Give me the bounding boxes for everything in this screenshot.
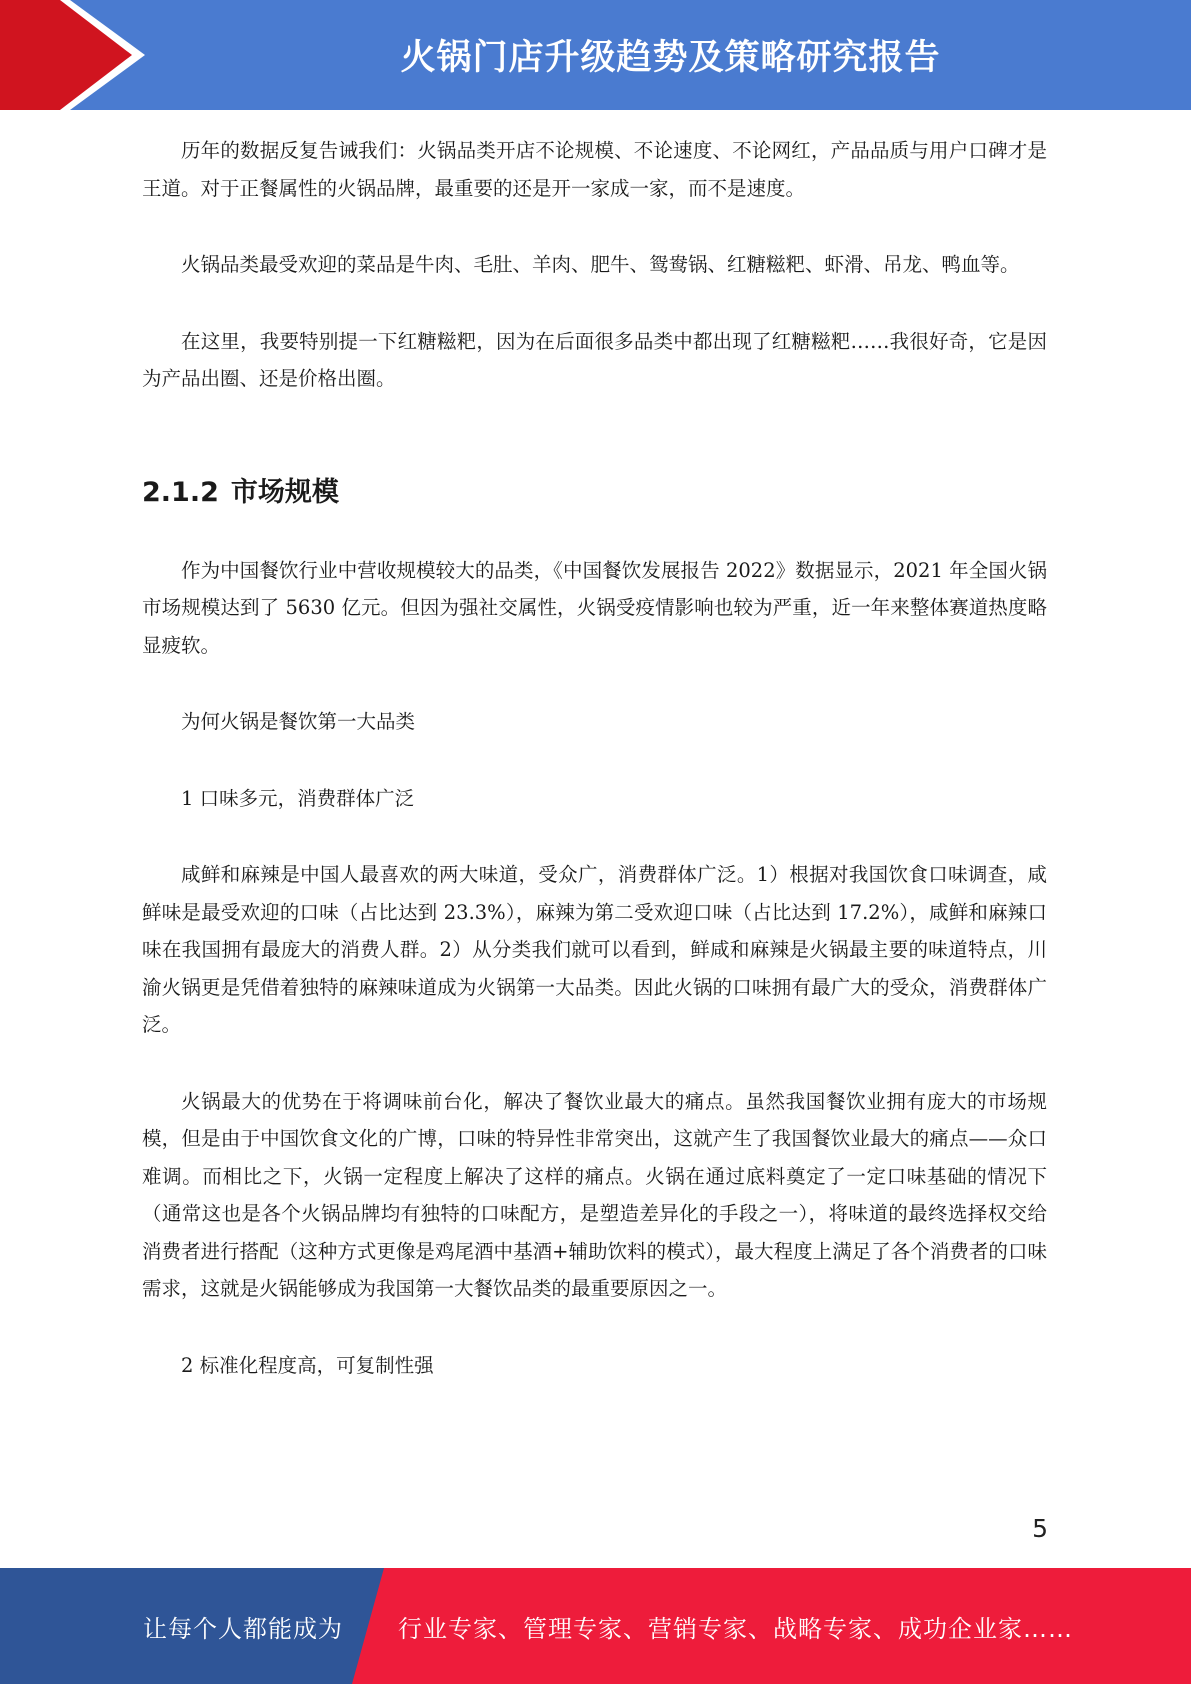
- paragraph-flavor: 咸鲜和麻辣是中国人最喜欢的两大味道，受众广，消费群体广泛。1）根据对我国饮食口味调查，咸鲜味是最受欢迎的口味（占比达到 23.3%），麻辣为第二受欢迎口味（占比达到 17.2%），咸鲜和麻辣口味在我国拥有最庞大的消费人群。2）从分类我们就可以看到，鲜咸和麻辣是火锅最主要的味道特点，川渝火锅更是凭借着独特的麻辣味道成为火锅第一大品类。因此火锅的口味拥有最广大的受众，消费群体广泛。: [142, 863, 1047, 1036]
- paragraph-quality: 历年的数据反复告诫我们：火锅品类开店不论规模、不论速度、不论网红，产品品质与用户口碑才是王道。对于正餐属性的火锅品牌，最重要的还是开一家成一家，而不是速度。: [142, 139, 1047, 200]
- paragraph-brown-sugar-cake: 在这里，我要特别提一下红糖糍粑，因为在后面很多品类中都出现了红糖糍粑……我很好奇，它是因为产品出圈、还是价格出圈。: [142, 329, 1047, 390]
- paragraph-point-2: 2 标准化程度高，可复制性强: [181, 1353, 434, 1377]
- header-title: 火锅门店升级趋势及策略研究报告: [400, 38, 941, 78]
- footer-slogan-right: 行业专家、管理专家、营销专家、战略专家、成功企业家……: [398, 1614, 1073, 1643]
- section-title: 市场规模: [230, 476, 339, 508]
- page-number: 5: [1032, 1514, 1048, 1543]
- paragraph-point-1: 1 口味多元，消费群体广泛: [181, 786, 415, 810]
- footer-slogan-left: 让每个人都能成为: [143, 1614, 343, 1643]
- section-heading: [142, 473, 1047, 513]
- paragraph-popular-dishes: 火锅品类最受欢迎的菜品是牛肉、毛肚、羊肉、肥牛、鸳鸯锅、红糖糍粑、虾滑、吊龙、鸭血等。: [181, 253, 1020, 276]
- page-footer: [0, 1568, 1191, 1684]
- paragraph-advantage: 火锅最大的优势在于将调味前台化，解决了餐饮业最大的痛点。虽然我国餐饮业拥有庞大的市场规模，但是由于中国饮食文化的广博，口味的特异性非常突出，这就产生了我国餐饮业最大的痛点——众口难调。而相比之下，火锅一定程度上解决了这样的痛点。火锅在通过底料奠定了一定口味基础的情况下（通常这也是各个火锅品牌均有独特的口味配方，是塑造差异化的手段之一），将味道的最终选择权交给消费者进行搭配（这种方式更像是鸡尾酒中基酒+辅助饮料的模式），最大程度上满足了各个消费者的口味需求，这就是火锅能够成为我国第一大餐饮品类的最重要原因之一。: [142, 1089, 1047, 1300]
- document-body: [142, 132, 1047, 1384]
- page-header: [0, 0, 1191, 110]
- paragraph-why-hotpot: 为何火锅是餐饮第一大品类: [181, 710, 416, 733]
- section-number: 2.1.2: [142, 476, 219, 508]
- paragraph-market-size: 作为中国餐饮行业中营收规模较大的品类，《中国餐饮发展报告 2022》数据显示，2021 年全国火锅市场规模达到了 5630 亿元。但因为强社交属性，火锅受疫情影响也较为严重，近一年来整体赛道热度略显疲软。: [142, 558, 1047, 657]
- header-arrow-decoration: [0, 0, 160, 110]
